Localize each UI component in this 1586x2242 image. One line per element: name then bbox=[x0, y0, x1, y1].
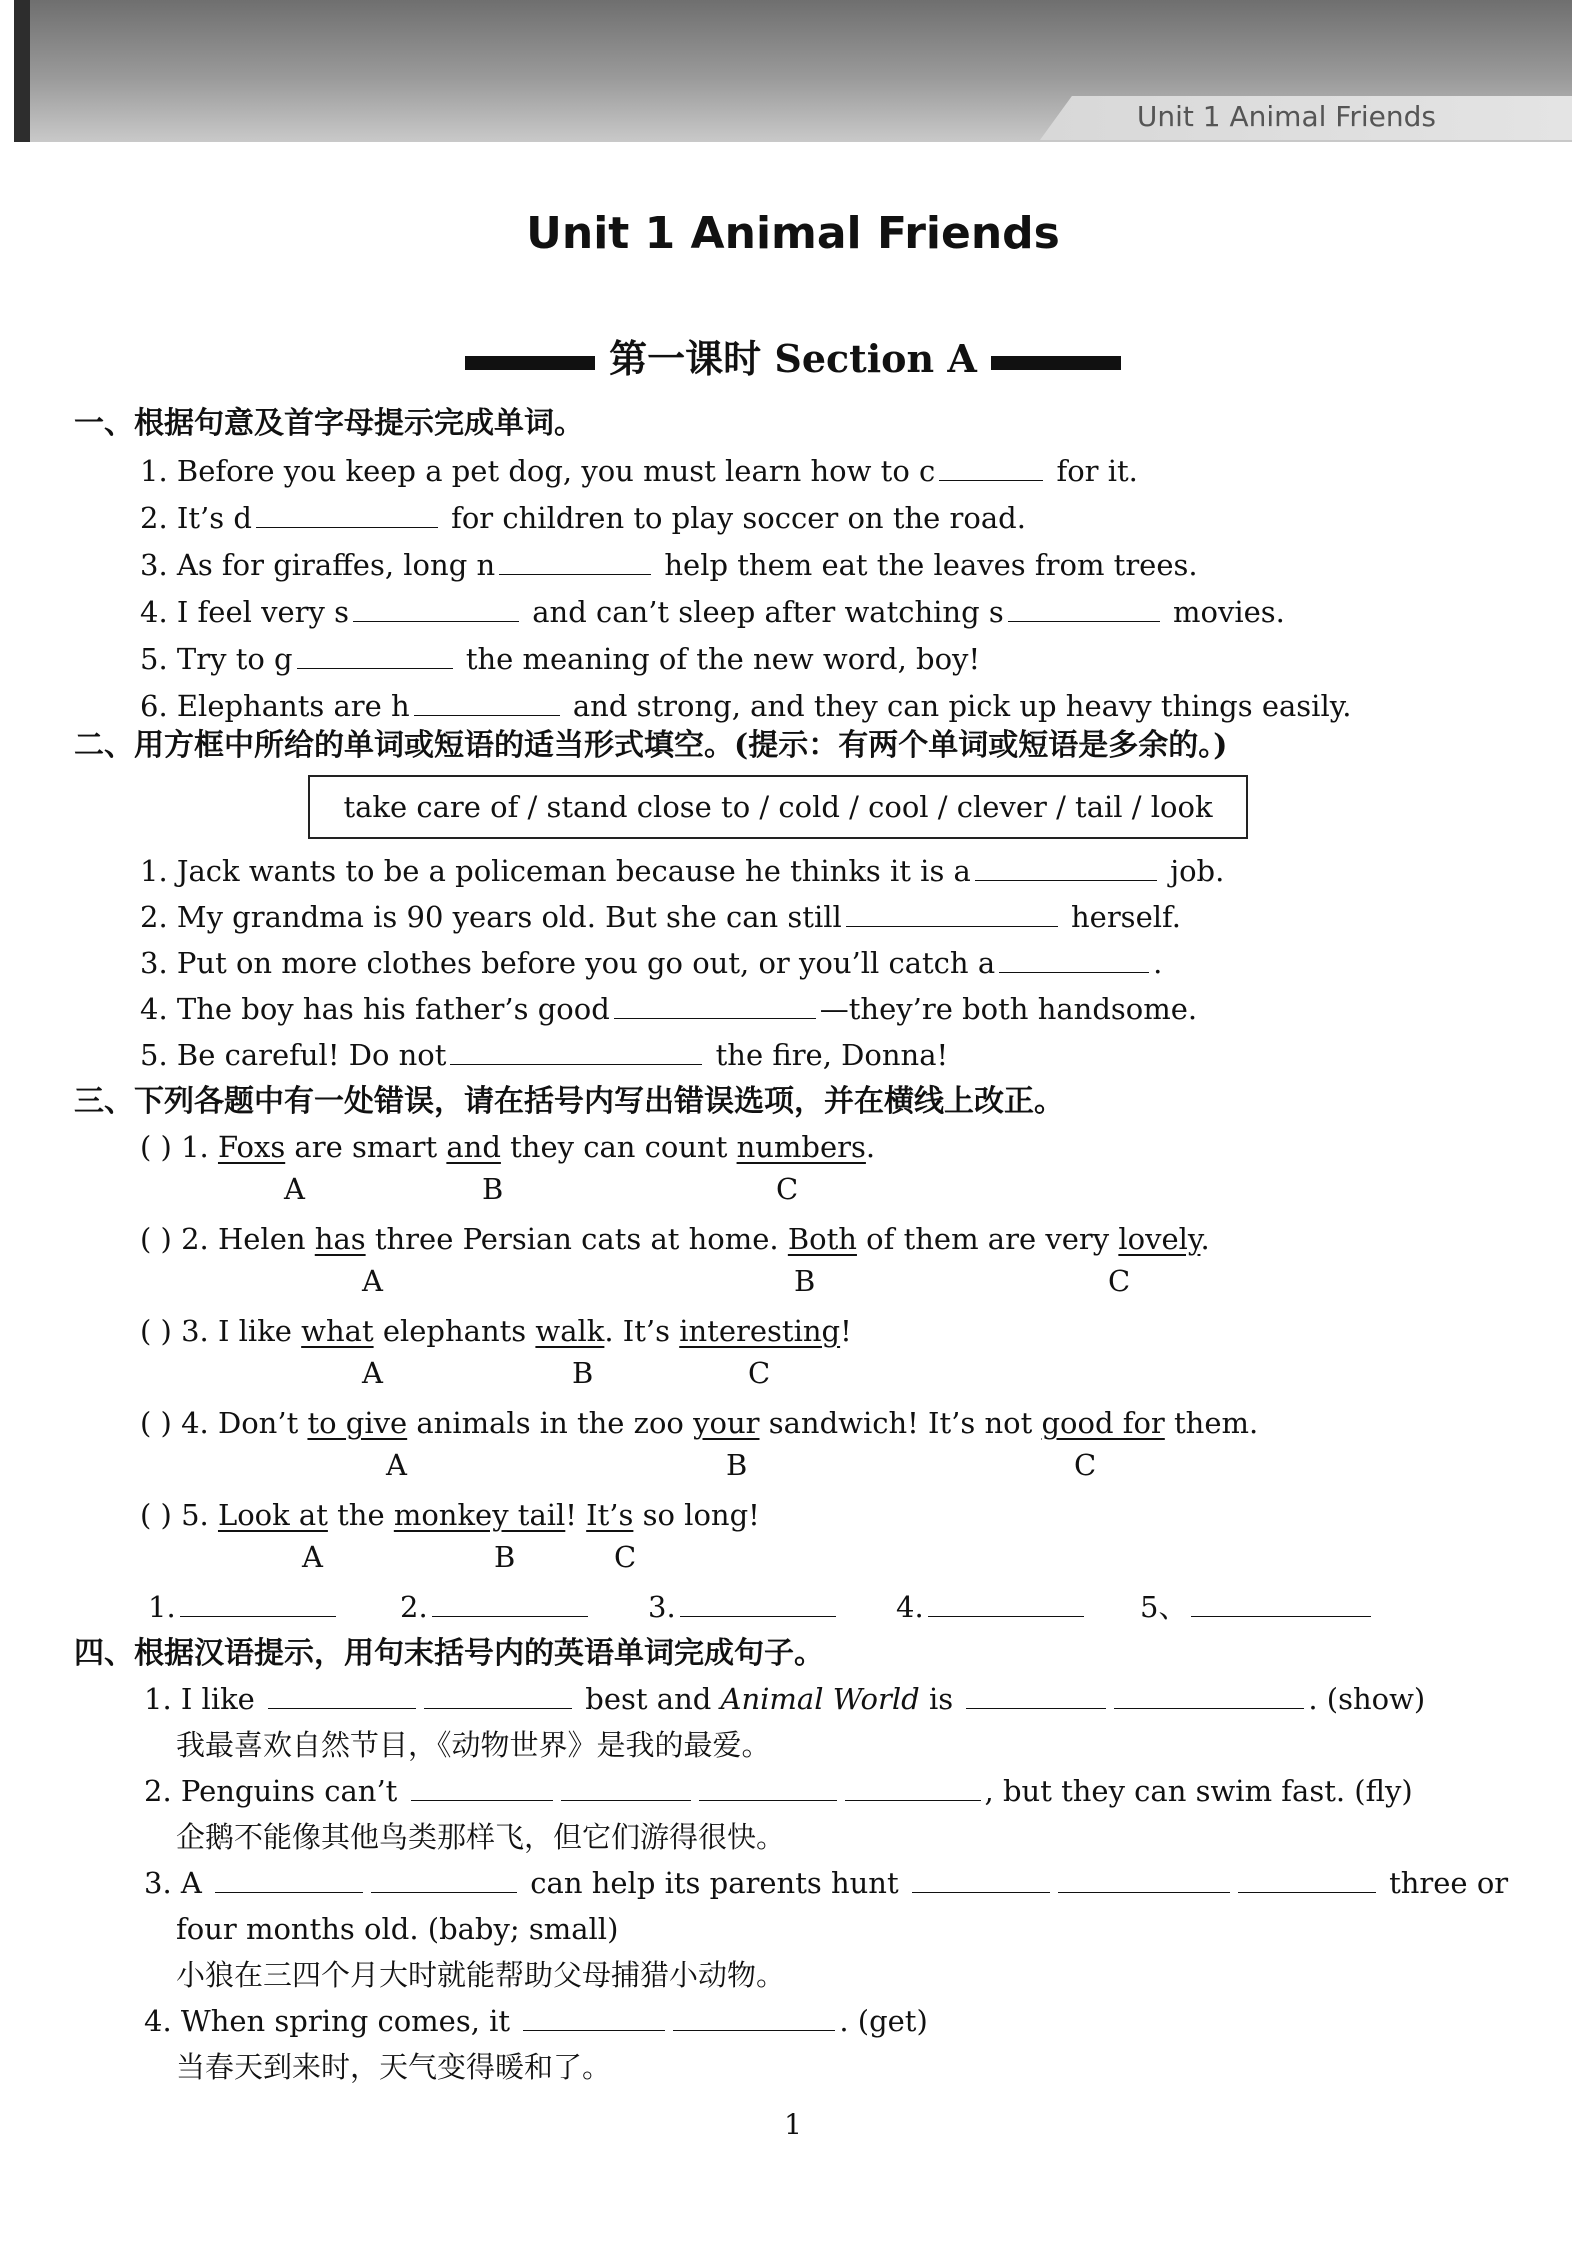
blank[interactable] bbox=[256, 501, 438, 528]
blank[interactable] bbox=[1238, 1866, 1376, 1893]
blank[interactable] bbox=[845, 1774, 981, 1801]
part4-q1-cn: 我最喜欢自然节目，《动物世界》是我的最爱。 bbox=[176, 1728, 771, 1762]
blank[interactable] bbox=[1008, 595, 1160, 622]
answer-1: 1. bbox=[148, 1588, 340, 1626]
part4-q3-cn: 小狼在三四个月大时就能帮助父母捕猎小动物。 bbox=[176, 1958, 786, 1992]
part3-q2: ( ) 2. Helen has three Persian cats at home. Both of them are very lovely. bbox=[140, 1222, 1210, 1256]
option-b: B bbox=[494, 1540, 516, 1574]
part1-heading: 一、根据句意及首字母提示完成单词。 bbox=[74, 406, 584, 441]
running-title: Unit 1 Animal Friends bbox=[1136, 100, 1436, 133]
blank[interactable] bbox=[411, 1774, 553, 1801]
part3-heading: 三、下列各题中有一处错误，请在括号内写出错误选项，并在横线上改正。 bbox=[74, 1084, 1064, 1119]
option-a: A bbox=[284, 1172, 305, 1206]
blank[interactable] bbox=[414, 689, 560, 716]
part4-q1: 1. I like best and Animal World is . (show) bbox=[144, 1682, 1426, 1716]
section-title bbox=[0, 328, 1586, 383]
option-a: A bbox=[386, 1448, 407, 1482]
answer-3: 3. bbox=[648, 1588, 840, 1626]
page-number: 1 bbox=[784, 2108, 802, 2141]
option-a: A bbox=[302, 1540, 323, 1574]
blank[interactable] bbox=[432, 1590, 588, 1617]
part4-q2-cn: 企鹅不能像其他鸟类那样飞，但它们游得很快。 bbox=[176, 1820, 786, 1854]
option-c: C bbox=[1108, 1264, 1131, 1298]
part4-q3-line2: four months old. (baby; small) bbox=[176, 1912, 619, 1946]
option-a: A bbox=[362, 1264, 383, 1298]
option-a: A bbox=[362, 1356, 383, 1390]
part3-q1: ( ) 1. Foxs are smart and they can count numbers. bbox=[140, 1130, 876, 1164]
part1-item-3: 3. As for giraffes, long n help them eat the leaves from trees. bbox=[140, 548, 1198, 582]
blank[interactable] bbox=[1114, 1682, 1304, 1709]
blank[interactable] bbox=[215, 1866, 363, 1893]
blank[interactable] bbox=[912, 1866, 1050, 1893]
blank[interactable] bbox=[939, 454, 1043, 481]
blank[interactable] bbox=[353, 595, 519, 622]
part4-q2: 2. Penguins can’t , but they can swim fast. (fly) bbox=[144, 1774, 1413, 1808]
option-b: B bbox=[482, 1172, 504, 1206]
header-edge bbox=[14, 0, 30, 142]
unit-title: Unit 1 Animal Friends bbox=[526, 208, 1060, 259]
option-c: C bbox=[1074, 1448, 1097, 1482]
part3-q4: ( ) 4. Don’t to give animals in the zoo your sandwich! It’s not good for them. bbox=[140, 1406, 1259, 1440]
part2-item-1: 1. Jack wants to be a policeman because he thinks it is a job. bbox=[140, 854, 1225, 888]
section-bar-left bbox=[465, 356, 595, 370]
blank[interactable] bbox=[999, 946, 1149, 973]
option-c: C bbox=[748, 1356, 771, 1390]
blank[interactable] bbox=[680, 1590, 836, 1617]
part2-item-5: 5. Be careful! Do not the fire, Donna! bbox=[140, 1038, 949, 1072]
part3-q3: ( ) 3. I like what elephants walk. It’s interesting! bbox=[140, 1314, 852, 1348]
blank[interactable] bbox=[1191, 1590, 1371, 1617]
part2-item-4: 4. The boy has his father’s good —they’re both handsome. bbox=[140, 992, 1198, 1026]
word-box-text: take care of / stand close to / cold / cool / clever / tail / look bbox=[343, 790, 1213, 824]
blank[interactable] bbox=[966, 1682, 1106, 1709]
blank[interactable] bbox=[673, 2004, 835, 2031]
part4-q4: 4. When spring comes, it . (get) bbox=[144, 2004, 928, 2038]
answer-4: 4. bbox=[896, 1588, 1088, 1626]
option-b: B bbox=[794, 1264, 816, 1298]
blank[interactable] bbox=[180, 1590, 336, 1617]
answer-2: 2. bbox=[400, 1588, 592, 1626]
part4-heading: 四、根据汉语提示，用句末括号内的英语单词完成句子。 bbox=[74, 1636, 824, 1671]
part4-q4-cn: 当春天到来时，天气变得暖和了。 bbox=[176, 2050, 612, 2084]
word-box bbox=[308, 775, 1248, 839]
option-b: B bbox=[726, 1448, 748, 1482]
answer-5: 5、 bbox=[1140, 1588, 1375, 1626]
blank[interactable] bbox=[499, 548, 651, 575]
part1-item-4: 4. I feel very s and can’t sleep after watching s movies. bbox=[140, 595, 1285, 629]
blank[interactable] bbox=[297, 642, 453, 669]
blank[interactable] bbox=[1058, 1866, 1230, 1893]
blank[interactable] bbox=[975, 854, 1157, 881]
blank[interactable] bbox=[561, 1774, 691, 1801]
option-b: B bbox=[572, 1356, 594, 1390]
part1-item-2: 2. It’s d for children to play soccer on the road. bbox=[140, 501, 1026, 535]
option-c: C bbox=[776, 1172, 799, 1206]
part1-item-5: 5. Try to g the meaning of the new word, boy! bbox=[140, 642, 981, 676]
part3-q5: ( ) 5. Look at the monkey tail! It’s so long! bbox=[140, 1498, 760, 1532]
part2-item-3: 3. Put on more clothes before you go out, or you’ll catch a . bbox=[140, 946, 1163, 980]
section-bar-right bbox=[991, 356, 1121, 370]
blank[interactable] bbox=[928, 1590, 1084, 1617]
blank[interactable] bbox=[450, 1038, 702, 1065]
blank[interactable] bbox=[614, 992, 816, 1019]
part2-item-2: 2. My grandma is 90 years old. But she can still herself. bbox=[140, 900, 1181, 934]
part4-q3: 3. A can help its parents hunt three or bbox=[144, 1866, 1509, 1900]
blank[interactable] bbox=[523, 2004, 665, 2031]
blank[interactable] bbox=[424, 1682, 572, 1709]
blank[interactable] bbox=[846, 900, 1058, 927]
blank[interactable] bbox=[699, 1774, 837, 1801]
blank[interactable] bbox=[371, 1866, 517, 1893]
part1-item-1: 1. Before you keep a pet dog, you must learn how to c for it. bbox=[140, 454, 1138, 488]
section-label: 第一课时 Section A bbox=[609, 336, 977, 381]
option-c: C bbox=[614, 1540, 637, 1574]
blank[interactable] bbox=[268, 1682, 416, 1709]
part1-item-6: 6. Elephants are h and strong, and they can pick up heavy things easily. bbox=[140, 689, 1352, 723]
part2-heading: 二、用方框中所给的单词或短语的适当形式填空。(提示：有两个单词或短语是多余的。) bbox=[74, 728, 1228, 763]
